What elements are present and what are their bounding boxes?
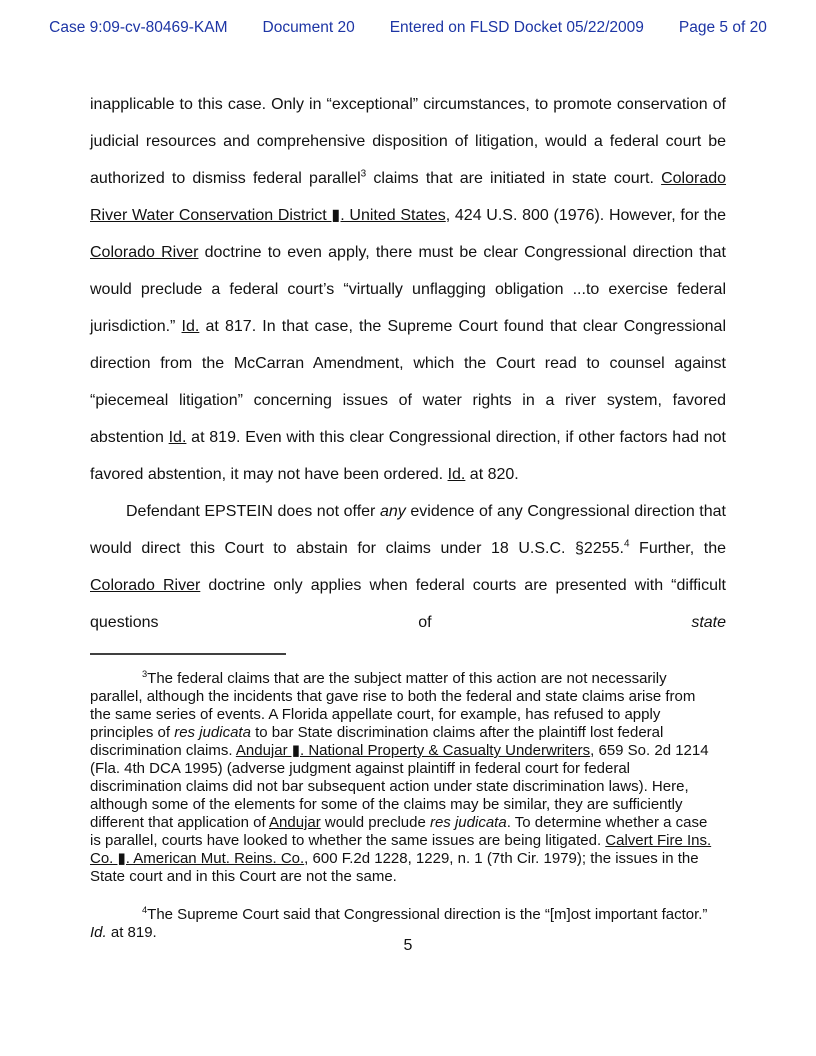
text-run: at 820. (465, 466, 519, 483)
text-run: Id. (168, 429, 187, 446)
docket-header (0, 19, 816, 37)
footnote-separator (90, 653, 286, 655)
text-run: 4 (142, 905, 148, 915)
text-run: Andujar ▮. National Property & Casualty Underwriters (235, 742, 591, 759)
text-run: Further, the (629, 540, 727, 557)
text-run: , 659 So. 2d 1214 (Fla. 4th DCA 1995) (adverse judgment against plaintiff in federal court for federal discrimination claims did not bar subsequent action under state discrimination laws). Here, although some of the elements for some of the claims may be similar, they are sufficiently different that application of (90, 742, 709, 831)
text-run: doctrine to even apply, there must be clear Congressional direction that would preclude a federal court’s “virtually unflagging obligation ...to exercise federal jurisdiction.” (90, 244, 726, 335)
text-run: . To determine whether a case is parallel, courts have looked to whether the same issues are being litigated. (90, 814, 708, 849)
text-run: any (379, 503, 406, 520)
text-run: res judicata (174, 724, 251, 741)
text-run: 3 (360, 168, 367, 180)
text-run: , 600 F.2d 1228, 1229, n. 1 (7th Cir. 1979); the issues in the State court and in this Court are not the same. (90, 850, 699, 885)
text-run: at 819. Even with this clear Congressional direction, if other factors had not favored abstention, it may not have been ordered. (90, 429, 726, 483)
body-paragraph-1 (90, 86, 726, 493)
docket-header-document: Document 20 (262, 19, 355, 36)
text-run: at 819. (106, 924, 157, 941)
text-run: state (691, 614, 726, 631)
text-run: Colorado River (90, 244, 199, 261)
page-number: 5 (403, 937, 413, 954)
text-run: 4 (623, 538, 630, 550)
text-run: Colorado River (90, 577, 201, 594)
text-run: , 424 U.S. 800 (1976). However, for the (445, 207, 727, 224)
footnotes-section (90, 670, 726, 942)
docket-header-case: Case 9:09-cv-80469-KAM (49, 19, 228, 36)
document-body (90, 86, 726, 942)
text-run: at 817. In that case, the Supreme Court found that clear Congressional direction from the McCarran Amendment, which the Court read to counsel against “piecemeal litigation” concerning issues of water rights in a river system, favored abstention (90, 318, 727, 446)
text-run: res judicata (429, 814, 507, 831)
text-run: to bar State discrimination claims after the plaintiff lost federal discrimination claims. (90, 724, 664, 759)
text-run: Defendant EPSTEIN does not offer (126, 503, 380, 520)
text-run: doctrine only applies when federal courts are presented with “difficult questions of (90, 577, 726, 631)
text-run: 3 (142, 669, 148, 679)
text-run: Id. (90, 924, 107, 941)
text-run: Id. (181, 318, 200, 335)
text-run: Id. (447, 466, 466, 483)
body-paragraph-2 (90, 493, 726, 641)
text-run: evidence of any Congressional direction that would direct this Court to abstain for claims under 18 U.S.C. §2255. (90, 503, 726, 557)
text-run: Colorado River Water Conservation District ▮. United States (90, 170, 727, 224)
footnote-3 (90, 670, 712, 886)
text-run: would preclude (320, 814, 430, 831)
text-run: Andujar (269, 814, 321, 831)
text-run: inapplicable to this case. Only in “exceptional” circumstances, to promote conservation of judicial resources and comprehensive disposition of litigation, would a federal court be authorized to dismiss federal parallel (90, 96, 726, 187)
docket-header-page: Page 5 of 20 (678, 19, 767, 36)
text-run: claims that are initiated in state court. (366, 170, 662, 187)
text-run: The federal claims that are the subject matter of this action are not necessarily parallel, although the incidents that gave rise to both the federal and state claims arise from the same series of events. A Florida appellate court, for example, has refused to apply principles of (90, 670, 696, 741)
text-run: The Supreme Court said that Congressional direction is the “[m]ost important factor.” (147, 906, 708, 923)
text-run: Calvert Fire Ins. Co. ▮. American Mut. Reins. Co. (90, 832, 712, 867)
docket-header-entered: Entered on FLSD Docket 05/22/2009 (389, 19, 644, 36)
